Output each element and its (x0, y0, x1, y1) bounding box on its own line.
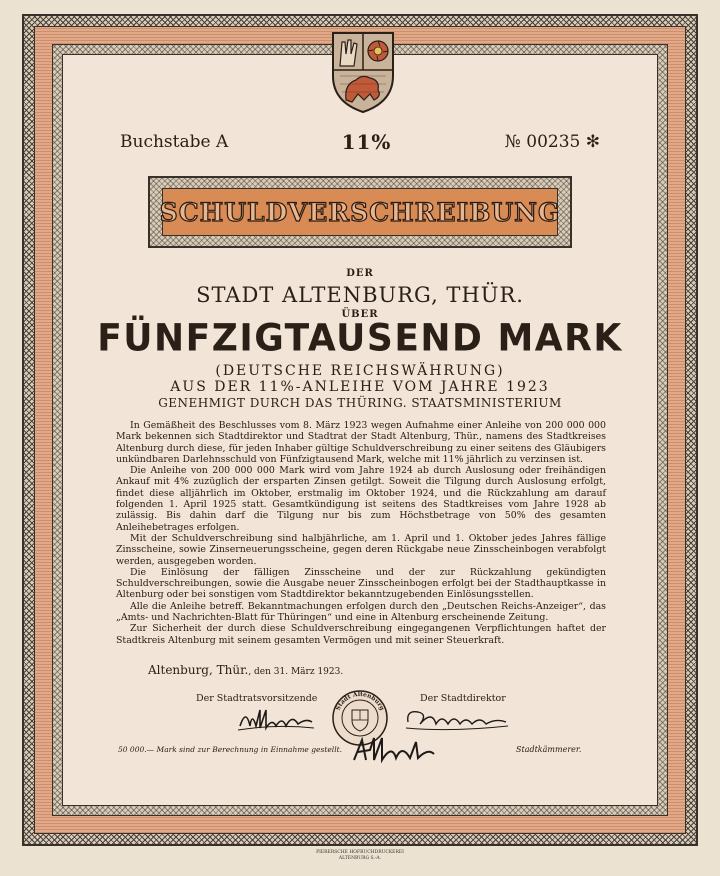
title-panel (159, 188, 561, 236)
terms-paragraph: In Gemäßheit des Beschlusses vom 8. März 1923 wegen Aufnahme einer Anleihe von 200 000 000 Mark bekennen sich Stadtdirektor und Stadtrat der Stadt Altenburg, Thür., namens des Stadtkreises Altenburg durch diese, für jeden Inhaber gültige Schuldverschreibung zu einer seitens des Gläubigers unkündbaren Darlehnsschuld von Fünfzigtausend Mark, welche mit 11% jährlich zu verzinsen ist. (116, 420, 606, 465)
approval-line: GENEHMIGT DURCH DAS THÜRING. STAATSMINISTERIUM (158, 396, 562, 410)
director-label: Der Stadtdirektor (420, 693, 506, 704)
loan-description: AUS DER 11%-ANLEIHE VOM JAHRE 1923 (170, 379, 550, 395)
chairman-signature (236, 704, 316, 734)
place-name: Altenburg, Thür. (148, 663, 249, 677)
face-amount: FÜNFZIGTAUSEND MARK (97, 316, 623, 361)
terms-paragraph: Zur Sicherheit der durch diese Schuldverschreibung eingegangenen Verpflichtungen haftet der Stadtkreis Altenburg mit seinem gesamten Vermögen und mit seiner Steuerkraft. (116, 623, 606, 646)
document-title: SCHULDVERSCHREIBUNG (159, 197, 561, 227)
treasurer-label: Stadtkämmerer. (516, 745, 582, 754)
printer-imprint (62, 850, 658, 862)
der-label: DER (346, 268, 374, 279)
director-signature (402, 704, 512, 734)
certificate-header-line (120, 130, 600, 154)
interest-rate: 11% (341, 130, 392, 154)
terms-paragraph: Alle die Anleihe betreff. Bekanntmachungen erfolgen durch den „Deutschen Reichs-Anzeiger“, das „Amts- und Nachrichten-Blatt für Thüringen“ und eine in Altenburg erscheinende Zeitung. (116, 600, 606, 624)
letter-series-label: Buchstabe A (120, 132, 229, 152)
issue-date: , den 31. März 1923. (248, 667, 344, 677)
terms-text (116, 420, 606, 646)
printer-location: ALTENBURG S.-A. (338, 856, 382, 861)
place-date-line (148, 663, 343, 677)
issuer-city: STADT ALTENBURG, THÜR. (196, 283, 524, 307)
terms-paragraph: Die Einlösung der fälligen Zinsscheine und der zur Rückzahlung gekündigten Schuldverschreibungen, sowie die Ausgabe neuer Zinsscheinbogen erfolgt bei der Stadthauptkasse in Altenburg oder bei sonstigen vom Stadtdirektor bekanntzugebenden Einlösungsstellen. (116, 566, 606, 601)
treasurer-signature (348, 734, 438, 766)
ueber-label: ÜBER (341, 309, 379, 320)
terms-paragraph: Die Anleihe von 200 000 000 Mark wird vom Jahre 1924 ab durch Auslosung oder freihändigen Ankauf mit 4% zuzüglich der ersparten Zinsen getilgt. Soweit die Tilgung durch Auslosung erfolgt, findet diese alljährlich im Oktober, erstmalig im Oktober 1924, und die Rückzahlung am darauf folgenden 1. April 1925 statt. Gesamtkündigung ist seitens des Stadtkreises vom Jahre 1928 ab zulässig. Bis dahin darf die Tilgung nur bis zum Höchstbetrage von 50% des gesamten Anleihebetrages erfolgen. (116, 465, 606, 533)
city-coat-of-arms-icon (330, 30, 396, 114)
currency-note: (DEUTSCHE REICHSWÄHRUNG) (215, 363, 505, 379)
chairman-label: Der Stadtratsvorsitzende (196, 693, 318, 704)
printer-name: PIERERSCHE HOFBUCHDRUCKEREI (316, 850, 404, 855)
certificate-number: № 00235 ✻ (504, 132, 600, 152)
terms-paragraph: Mit der Schuldverschreibung sind halbjährliche, am 1. April und 1. Oktober jedes Jahres fällige Zinsscheine, sowie Zinserneuerungsscheine, gegen deren Rückgabe neue Zinsscheinbogen verabfolgt werden, ausgegeben worden. (116, 532, 606, 567)
booking-note: 50 000.— Mark sind zur Berechnung in Einnahme gestellt. (118, 745, 342, 754)
svg-text:Stadt Altenburg: Stadt Altenburg (334, 690, 386, 712)
title-frame (148, 176, 572, 248)
